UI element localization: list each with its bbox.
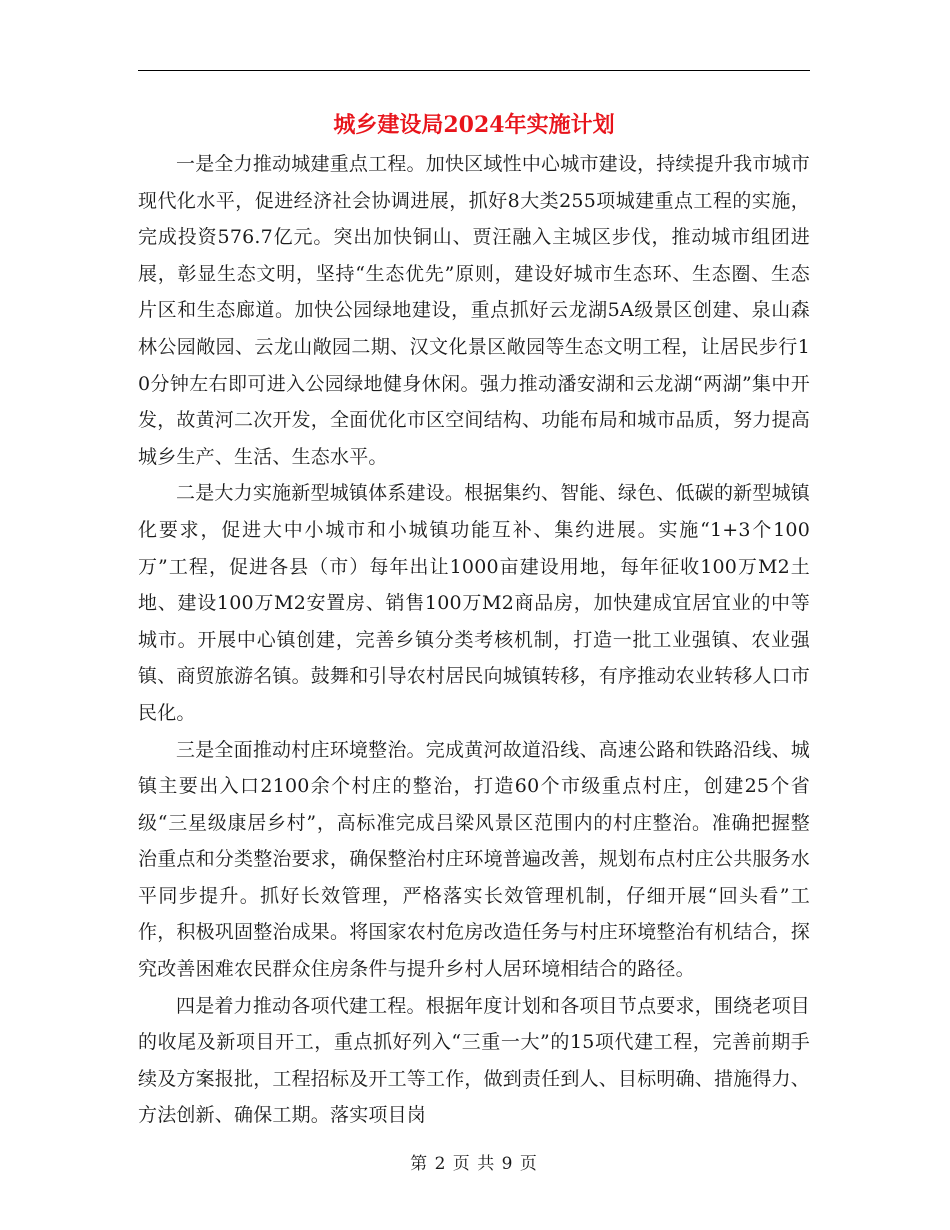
paragraph-1: 一是全力推动城建重点工程。加快区域性中心城市建设，持续提升我市城市现代化水平，促进经济社会协调进展，抓好8大类255项城建重点工程的实施，完成投资576.7亿元。突出加快铜山、贾汪融入主城区步伐，推动城市组团进展，彰显生态文明，坚持“生态优先”原则，建设好城市生态环、生态圈、生态片区和生态廊道。加快公园绿地建设，重点抓好云龙湖5A级景区创建、泉山森林公园敞园、云龙山敞园二期、汉文化景区敞园等生态文明工程，让居民步行10分钟左右即可进入公园绿地健身休闲。强力推动潘安湖和云龙湖“两湖”集中开发，故黄河二次开发，全面优化市区空间结构、功能布局和城市品质，努力提高城乡生产、生活、生态水平。 bbox=[138, 153, 811, 468]
paragraph-2: 二是大力实施新型城镇体系建设。根据集约、智能、绿色、低碳的新型城镇化要求，促进大中小城市和小城镇功能互补、集约进展。实施“1+3个100万”工程，促进各县（市）每年出让1000亩建设用地，每年征收100万M2土地、建设100万M2安置房、销售100万M2商品房，加快建成宜居宜业的中等城市。开展中心镇创建，完善乡镇分类考核机制，打造一批工业强镇、农业强镇、商贸旅游名镇。鼓舞和引导农村居民向城镇转移，有序推动农业转移人口市民化。 bbox=[138, 482, 811, 724]
document-body bbox=[138, 146, 810, 1134]
paragraph-4: 四是着力推动各项代建工程。根据年度计划和各项目节点要求，围绕老项目的收尾及新项目开工，重点抓好列入“三重一大”的15项代建工程，完善前期手续及方案报批，工程招标及开工等工作，做到责任到人、目标明确、措施得力、方法创新、确保工期。落实项目岗 bbox=[138, 994, 811, 1127]
paragraph-3: 三是全面推动村庄环境整治。完成黄河故道沿线、高速公路和铁路沿线、城镇主要出入口2100余个村庄的整治，打造60个市级重点村庄，创建25个省级“三星级康居乡村”，高标准完成吕梁风景区范围内的村庄整治。准确把握整治重点和分类整治要求，确保整治村庄环境普遍改善，规划布点村庄公共服务水平同步提升。抓好长效管理，严格落实长效管理机制，仔细开展“回头看”工作，积极巩固整治成果。将国家农村危房改造任务与村庄环境整治有机结合，探究改善困难农民群众住房条件与提升乡村人居环境相结合的路径。 bbox=[138, 738, 811, 981]
document-title: 城乡建设局2024年实施计划 bbox=[333, 112, 615, 138]
header-rule bbox=[138, 70, 810, 71]
page-number-footer: 第 2 页 共 9 页 bbox=[410, 1154, 538, 1174]
